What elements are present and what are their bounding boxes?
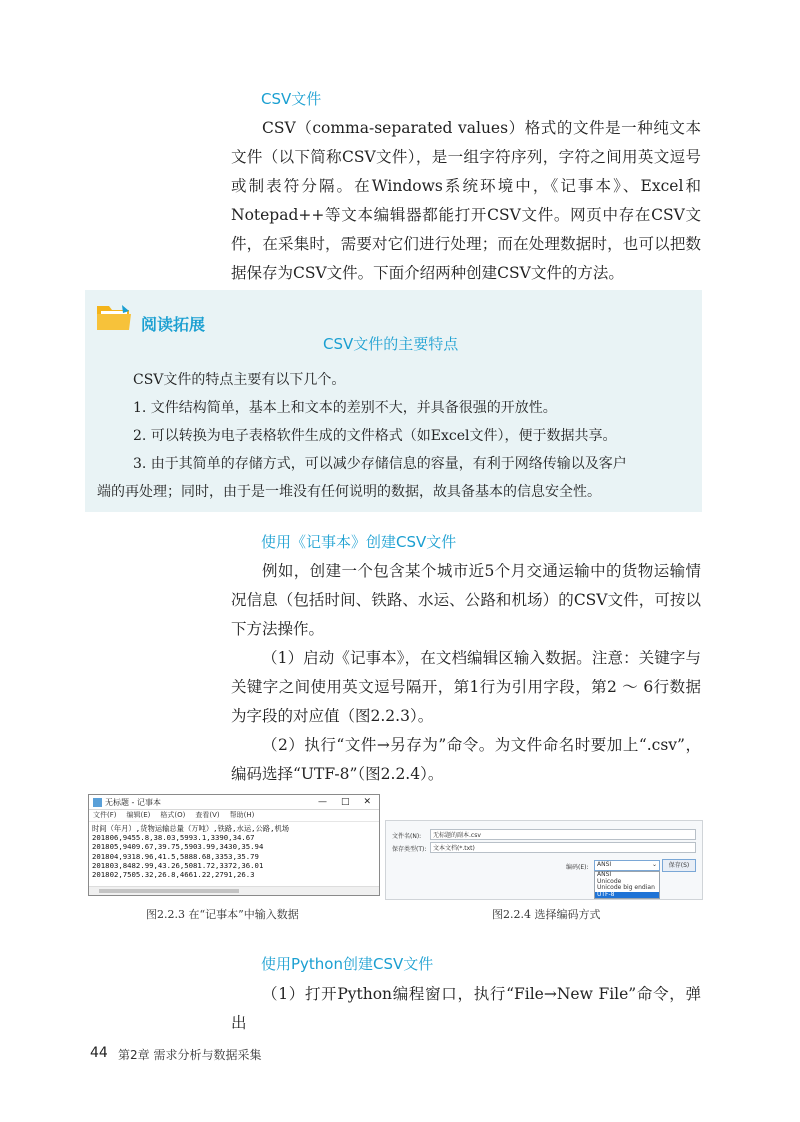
reading-extension-label: 阅读拓展 <box>141 315 206 334</box>
notepad-line: 201802,7505.32,26.8,4661.22,2791,26.3 <box>92 870 255 880</box>
scrollbar-thumb[interactable] <box>99 889 239 893</box>
notepad-line: 201804,9318.96,41.5,5888.68,3353,35.79 <box>92 851 259 861</box>
section-title-csv: CSV文件 <box>261 90 322 108</box>
notepad-line: 201806,9455.8,38.03,5993.1,3390,34.67 <box>92 833 255 843</box>
notepad-line: 201805,9409.67,39.75,5903.99,3430,35.94 <box>92 842 264 852</box>
menu-edit[interactable]: 编辑(E) <box>126 811 151 819</box>
chapter-label: 第2章 需求分析与数据采集 <box>118 1048 262 1062</box>
menu-view[interactable]: 查看(V) <box>195 811 220 819</box>
notepad-window <box>88 794 380 896</box>
figure-caption-2-2-4: 图2.2.4 选择编码方式 <box>492 908 601 921</box>
encoding-select[interactable] <box>594 860 660 871</box>
minimize-icon[interactable]: — <box>317 797 327 807</box>
chevron-down-icon: ⌄ <box>651 861 657 868</box>
section-title-python: 使用Python创建CSV文件 <box>261 955 434 973</box>
section2-paragraph-3: （2）执行“文件→另存为”命令。为文件命名时要加上“.csv”，编码选择“UTF-8”（图2.2.4）。 <box>231 736 701 783</box>
save-dialog <box>385 820 703 900</box>
page-number: 44 <box>90 1045 108 1061</box>
encoding-label: 编码(E): <box>566 864 589 871</box>
encoding-option[interactable]: Unicode <box>597 877 622 885</box>
reading-title: CSV文件的主要特点 <box>323 335 459 353</box>
notepad-line: 201803,8482.99,43.26,5081.72,3372,36.01 <box>92 860 264 870</box>
notepad-line-header: 时间（年月）,货物运输总量（万吨）,铁路,水运,公路,机场 <box>92 824 290 833</box>
menu-format[interactable]: 格式(O) <box>160 811 186 819</box>
menu-file[interactable]: 文件(F) <box>93 811 117 819</box>
reading-item-3: 3. 由于其简单的存储方式，可以减少存储信息的容量，有利于网络传输以及客户 <box>133 456 627 472</box>
horizontal-scrollbar[interactable] <box>89 886 379 895</box>
section2-paragraph-2: （1）启动《记事本》，在文档编辑区输入数据。注意：关键字与关键字之间使用英文逗号隔开，第1行为引用字段，第2 ～ 6行数据为字段的对应值（图2.2.3）。 <box>231 649 701 725</box>
menu-help[interactable]: 帮助(H) <box>229 811 255 819</box>
encoding-selected: ANSI <box>597 861 612 868</box>
reading-intro: CSV文件的特点主要有以下几个。 <box>133 372 346 388</box>
folder-icon <box>96 302 132 332</box>
section-paragraph: CSV（comma-separated values）格式的文件是一种纯文本文件（以下简称CSV文件），是一组字符序列，字符之间用英文逗号或制表符分隔。在Windows系统环境中，《记事本》、Excel和Notepad++等文本编辑器都能打开CSV文件。网页中存在CSV文件，在采集时，需要对它们进行处理；而在处理数据时，也可以把数据保存为CSV文件。下面介绍两种创建CSV文件的方法。 <box>231 119 701 282</box>
encoding-option[interactable]: Unicode big endian <box>597 884 655 891</box>
notepad-menubar <box>89 810 379 822</box>
figure-caption-2-2-3: 图2.2.3 在“记事本”中输入数据 <box>146 908 299 921</box>
notepad-titlebar <box>89 795 379 810</box>
maximize-icon[interactable]: □ <box>340 797 350 807</box>
filetype-select[interactable]: 文本文档(*.txt) <box>430 842 696 853</box>
encoding-dropdown-list <box>594 871 660 899</box>
filename-input[interactable]: 无标题的副本.csv <box>430 829 696 840</box>
notepad-text-area[interactable] <box>89 822 379 881</box>
reading-item-2: 2. 可以转换为电子表格软件生成的文件格式（如Excel文件），便于数据共享。 <box>133 428 617 444</box>
encoding-option-selected[interactable]: UTF-8 <box>595 892 659 899</box>
section3-paragraph-1: （1）打开Python编程窗口，执行“File→New File”命令，弹出 <box>231 985 701 1032</box>
encoding-option[interactable]: ANSI <box>597 871 612 878</box>
section2-paragraph-1: 例如，创建一个包含某个城市近5个月交通运输中的货物运输情况信息（包括时间、铁路、水运、公路和机场）的CSV文件，可按以下方法操作。 <box>231 562 701 638</box>
filetype-label: 保存类型(T): <box>392 846 427 853</box>
reading-item-1: 1. 文件结构简单，基本上和文本的差别不大，并具备很强的开放性。 <box>133 400 557 416</box>
close-icon[interactable]: ✕ <box>363 797 371 807</box>
notepad-title: 无标题 - 记事本 <box>105 797 161 807</box>
reading-item-3-cont: 端的再处理；同时，由于是一堆没有任何说明的数据，故具备基本的信息安全性。 <box>97 484 601 500</box>
save-button[interactable]: 保存(S) <box>662 859 696 872</box>
filename-label: 文件名(N): <box>392 833 422 840</box>
section-title-notepad: 使用《记事本》创建CSV文件 <box>261 533 457 551</box>
notepad-app-icon <box>93 798 102 807</box>
